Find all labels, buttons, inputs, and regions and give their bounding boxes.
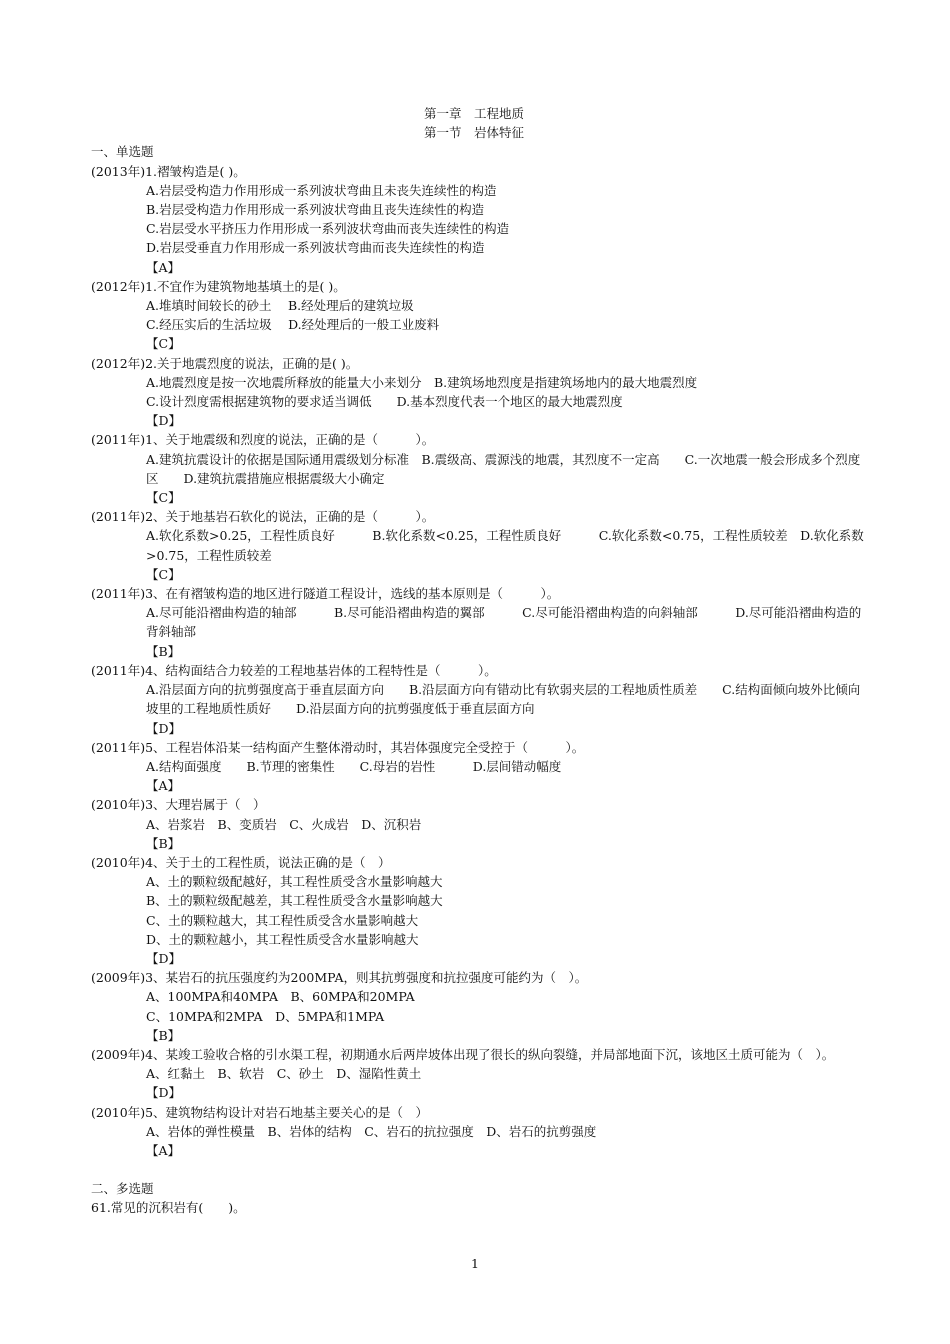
single-choice-heading: 一、单选题	[91, 144, 154, 160]
question-option: A、土的颗粒级配越好，其工程性质受含水量影响越大	[146, 874, 443, 890]
answer-key: 【D】	[146, 413, 182, 429]
question-option: A.堆填时间较长的砂土 B.经处理后的建筑垃圾	[146, 298, 414, 314]
question-stem: (2011年)4、结构面结合力较差的工程地基岩体的工程特性是（ ）。	[91, 662, 497, 678]
question-stem: (2013年)1.褶皱构造是( )。	[91, 163, 246, 179]
question-stem: (2011年)3、在有褶皱构造的地区进行隧道工程设计，选线的基本原则是（ ）。	[91, 586, 560, 602]
answer-key: 【C】	[146, 336, 181, 352]
question-stem: (2012年)1.不宜作为建筑物地基填土的是( )。	[91, 278, 346, 294]
question-option: C.经压实后的生活垃圾 D.经处理后的一般工业废料	[146, 317, 440, 333]
question-option: C.设计烈度需根据建筑物的要求适当调低 D.基本烈度代表一个地区的最大地震烈度	[146, 394, 623, 410]
question-item	[91, 430, 866, 507]
answer-key: 【B】	[146, 643, 181, 659]
single-choice-list	[91, 162, 866, 1161]
question-item	[91, 853, 866, 968]
question-item	[91, 162, 866, 277]
question-option: D、土的颗粒越小，其工程性质受含水量影响越大	[146, 931, 419, 947]
question-item	[91, 795, 866, 853]
question-item	[91, 1103, 866, 1161]
answer-key: 【A】	[146, 778, 181, 794]
question-item	[91, 738, 866, 796]
question-option: B.岩层受构造力作用形成一系列波状弯曲且丧失连续性的构造	[146, 202, 485, 218]
question-stem: (2010年)3、大理岩属于（ ）	[91, 797, 266, 813]
question-option: A、100MPA和40MPA B、60MPA和20MPA	[146, 989, 415, 1005]
question-options: A.尽可能沿褶曲构造的轴部 B.尽可能沿褶曲构造的翼部 C.尽可能沿褶曲构造的向斜轴部 D.尽可能沿褶曲构造的背斜轴部	[146, 605, 862, 640]
question-stem: (2009年)4、某竣工验收合格的引水渠工程，初期通水后两岸坡体出现了很长的纵向裂缝，并局部地面下沉，该地区土质可能为（ ）。	[91, 1046, 835, 1062]
document-body	[91, 104, 866, 1218]
answer-key: 【D】	[146, 950, 182, 966]
question-stem: (2010年)4、关于土的工程性质，说法正确的是（ ）	[91, 854, 391, 870]
chapter-title: 第一章 工程地质	[423, 106, 524, 121]
answer-key: 【A】	[146, 259, 181, 275]
answer-key: 【C】	[146, 490, 181, 506]
question-option: A、岩体的弹性模量 B、岩体的结构 C、岩石的抗拉强度 D、岩石的抗剪强度	[146, 1123, 597, 1139]
question-stem: (2011年)5、工程岩体沿某一结构面产生整体滑动时，其岩体强度完全受控于（ ）。	[91, 739, 585, 755]
answer-key: 【B】	[146, 835, 181, 851]
question-stem: (2011年)1、关于地震级和烈度的说法，正确的是（ ）。	[91, 432, 435, 448]
question-option: A.岩层受构造力作用形成一系列波状弯曲且未丧失连续性的构造	[146, 182, 497, 198]
question-item	[91, 968, 866, 1045]
page-number: 1	[471, 1256, 479, 1271]
question-item	[91, 584, 866, 661]
section-spacer	[91, 1160, 866, 1179]
question-stem: (2011年)2、关于地基岩石软化的说法，正确的是（ ）。	[91, 509, 435, 525]
question-option: C、土的颗粒越大，其工程性质受含水量影响越大	[146, 912, 419, 928]
answer-key: 【B】	[146, 1027, 181, 1043]
answer-key: 【D】	[146, 1085, 182, 1101]
multi-choice-question: 61.常见的沉积岩有( )。	[91, 1200, 246, 1216]
section-title: 第一节 岩体特征	[423, 125, 524, 141]
question-option: A、岩浆岩 B、变质岩 C、火成岩 D、沉积岩	[146, 816, 422, 832]
answer-key: 【C】	[146, 566, 181, 582]
multi-choice-heading: 二、多选题	[91, 1181, 154, 1197]
question-stem: (2010年)5、建筑物结构设计对岩石地基主要关心的是（ ）	[91, 1104, 429, 1120]
question-option: C、10MPA和2MPA D、5MPA和1MPA	[146, 1008, 385, 1024]
question-stem: (2009年)3、某岩石的抗压强度约为200MPA，则其抗剪强度和抗拉强度可能约为（ ）。	[91, 970, 588, 986]
question-item	[91, 354, 866, 431]
question-stem: (2012年)2.关于地震烈度的说法，正确的是( )。	[91, 355, 359, 371]
question-option: C.岩层受水平挤压力作用形成一系列波状弯曲而丧失连续性的构造	[146, 221, 510, 237]
question-option: B、土的颗粒级配越差，其工程性质受含水量影响越大	[146, 893, 443, 909]
question-option: A.地震烈度是按一次地震所释放的能量大小来划分 B.建筑场地烈度是指建筑场地内的最大地震烈度	[146, 374, 698, 390]
answer-key: 【D】	[146, 720, 182, 736]
question-item	[91, 277, 866, 354]
question-option: D.岩层受垂直力作用形成一系列波状弯曲而丧失连续性的构造	[146, 240, 485, 256]
question-option: A.结构面强度 B.节理的密集性 C.母岩的岩性 D.层间错动幅度	[146, 758, 562, 774]
question-item	[91, 1045, 866, 1103]
question-options: A.沿层面方向的抗剪强度高于垂直层面方向 B.沿层面方向有错动比有软弱夹层的工程地质性质差 C.结构面倾向坡外比倾向坡里的工程地质性质好 D.沿层面方向的抗剪强度低于垂直层面方向	[146, 682, 861, 717]
question-options: A.建筑抗震设计的依据是国际通用震级划分标准 B.震级高、震源浅的地震，其烈度不一定高 C.一次地震一般会形成多个烈度区 D.建筑抗震措施应根据震级大小确定	[146, 451, 861, 486]
question-item	[91, 661, 866, 738]
question-options: A.软化系数>0.25，工程性质良好 B.软化系数<0.25，工程性质良好 C.软化系数<0.75，工程性质较差 D.软化系数>0.75，工程性质较差	[146, 528, 864, 563]
question-item	[91, 507, 866, 584]
question-option: A、红黏土 B、软岩 C、砂土 D、湿陷性黄土	[146, 1066, 422, 1082]
answer-key: 【A】	[146, 1142, 181, 1158]
